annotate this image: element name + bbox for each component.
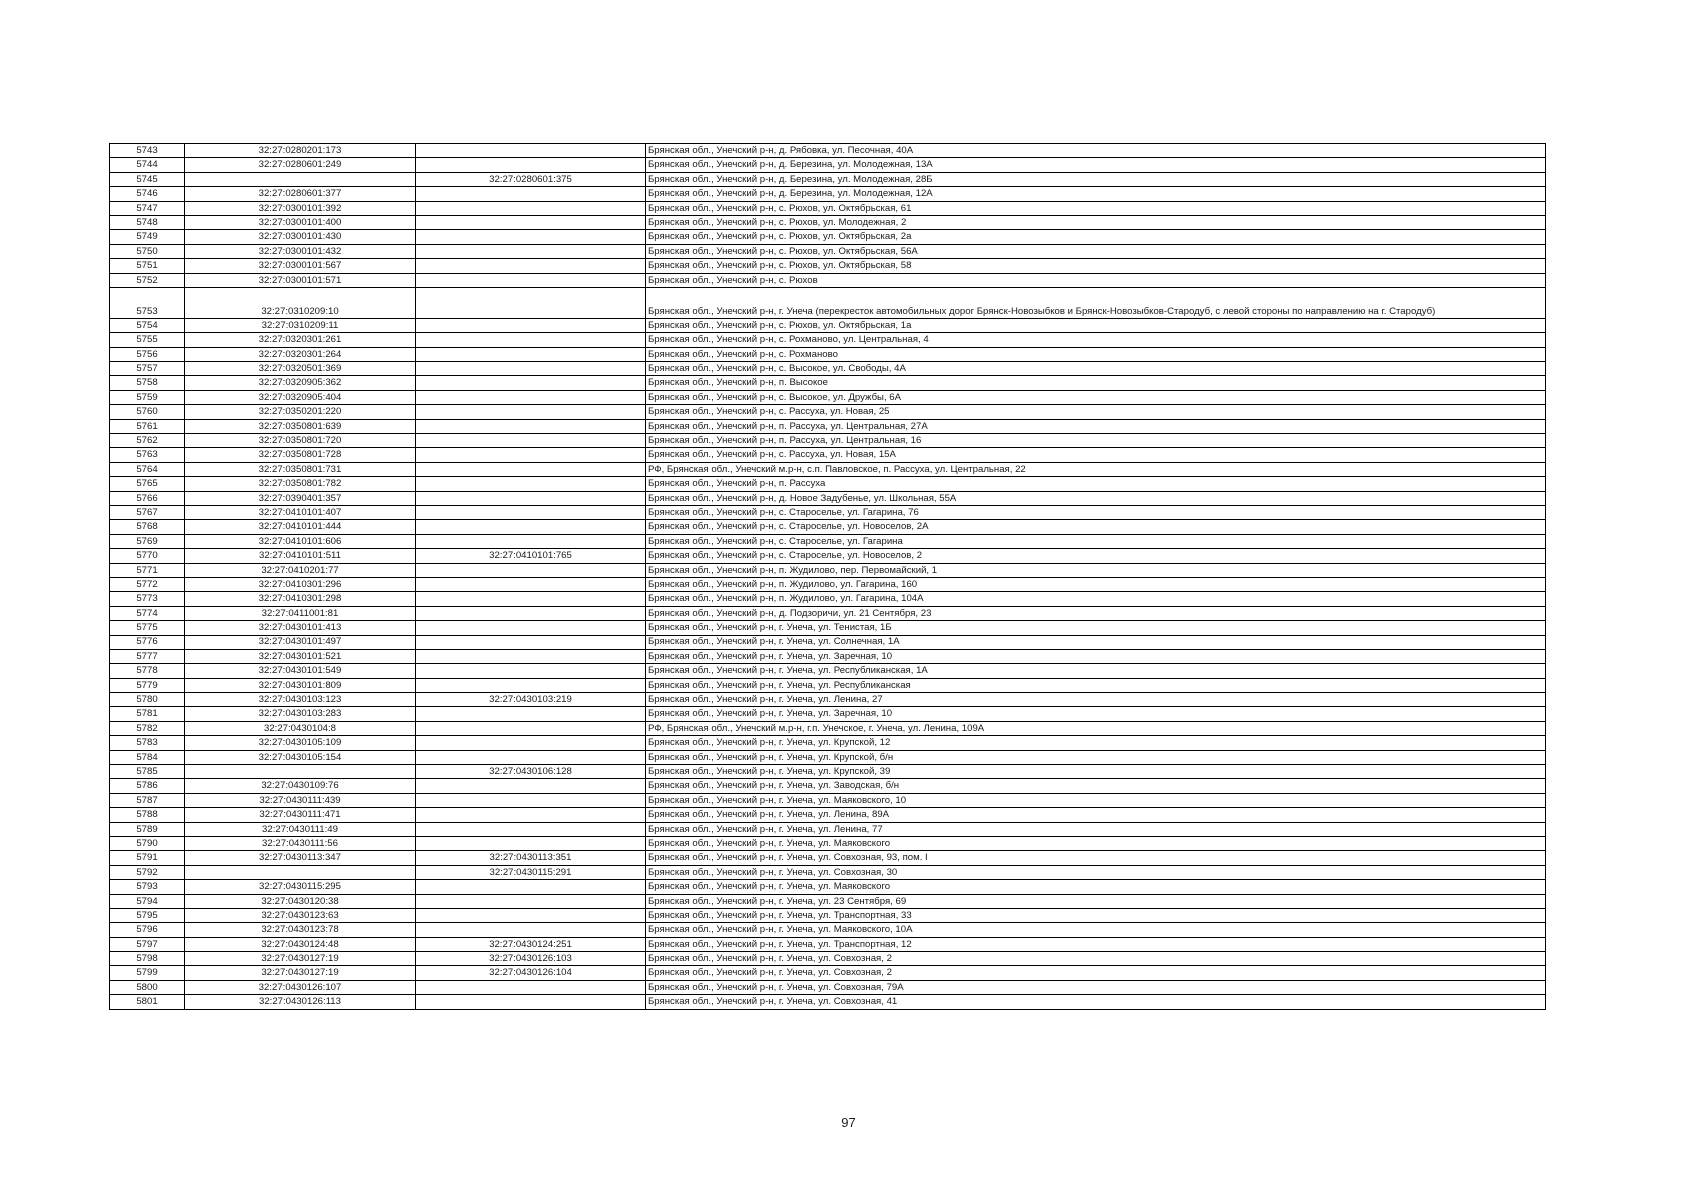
cadastral-number-cell: 32:27:0310209:11: [185, 318, 416, 332]
related-cadastral-number-cell: [416, 980, 646, 994]
related-cadastral-number-cell: [416, 462, 646, 476]
address-cell: Брянская обл., Унечский р-н, г. Унеча, ул. Крупской, 12: [646, 736, 1546, 750]
address-cell: Брянская обл., Унечский р-н, г. Унеча, ул. Маяковского: [646, 836, 1546, 850]
address-cell: Брянская обл., Унечский р-н, с. Староселье, ул. Гагарина: [646, 534, 1546, 548]
related-cadastral-number-cell: [416, 215, 646, 229]
cadastral-number-cell: 32:27:0350201:220: [185, 405, 416, 419]
table-row: [110, 158, 1546, 172]
address-cell: Брянская обл., Унечский р-н, г. Унеча, ул. Заречная, 10: [646, 707, 1546, 721]
address-cell: Брянская обл., Унечский р-н, с. Староселье, ул. Новоселов, 2: [646, 549, 1546, 563]
row-number-cell: 5756: [110, 347, 185, 361]
cadastral-number-cell: 32:27:0410201:77: [185, 563, 416, 577]
table-row: [110, 592, 1546, 606]
table-row: [110, 362, 1546, 376]
row-number-cell: 5768: [110, 520, 185, 534]
address-cell: Брянская обл., Унечский р-н, д. Подзоричи, ул. 21 Сентября, 23: [646, 606, 1546, 620]
address-cell: Брянская обл., Унечский р-н, г. Унеча, ул. Республиканская: [646, 678, 1546, 692]
cadastral-number-cell: 32:27:0410101:511: [185, 549, 416, 563]
table-row: [110, 851, 1546, 865]
row-number-cell: 5769: [110, 534, 185, 548]
address-cell: Брянская обл., Унечский р-н, п. Высокое: [646, 376, 1546, 390]
related-cadastral-number-cell: 32:27:0430115:291: [416, 865, 646, 879]
related-cadastral-number-cell: 32:27:0410101:765: [416, 549, 646, 563]
cadastral-number-cell: 32:27:0410301:298: [185, 592, 416, 606]
cadastral-number-cell: 32:27:0430126:107: [185, 980, 416, 994]
address-cell: Брянская обл., Унечский р-н, г. Унеча, ул. Транспортная, 12: [646, 937, 1546, 951]
address-cell: Брянская обл., Унечский р-н, г. Унеча, ул. Заводская, б/н: [646, 779, 1546, 793]
related-cadastral-number-cell: [416, 908, 646, 922]
row-number-cell: 5784: [110, 750, 185, 764]
table-row: [110, 259, 1546, 273]
cadastral-number-cell: 32:27:0430105:109: [185, 736, 416, 750]
row-number-cell: 5759: [110, 390, 185, 404]
related-cadastral-number-cell: [416, 635, 646, 649]
table-row: [110, 448, 1546, 462]
row-number-cell: 5791: [110, 851, 185, 865]
row-number-cell: 5774: [110, 606, 185, 620]
table-row: [110, 779, 1546, 793]
table-row: [110, 952, 1546, 966]
table-row: [110, 808, 1546, 822]
cadastral-number-cell: 32:27:0430105:154: [185, 750, 416, 764]
address-cell: Брянская обл., Унечский р-н, д. Березина, ул. Молодежная, 28Б: [646, 172, 1546, 186]
cadastral-number-cell: 32:27:0300101:432: [185, 244, 416, 258]
related-cadastral-number-cell: [416, 592, 646, 606]
property-table: [109, 143, 1546, 1010]
property-table-body: [110, 144, 1546, 1010]
related-cadastral-number-cell: [416, 259, 646, 273]
table-row: [110, 736, 1546, 750]
row-number-cell: 5775: [110, 621, 185, 635]
row-number-cell: 5760: [110, 405, 185, 419]
row-number-cell: 5793: [110, 880, 185, 894]
address-cell: Брянская обл., Унечский р-н, с. Рюхов, ул. Октябрьская, 56А: [646, 244, 1546, 258]
cadastral-number-cell: 32:27:0410301:296: [185, 577, 416, 591]
address-cell: Брянская обл., Унечский р-н, с. Высокое, ул. Дружбы, 6А: [646, 390, 1546, 404]
related-cadastral-number-cell: [416, 793, 646, 807]
table-row: [110, 693, 1546, 707]
table-row: [110, 333, 1546, 347]
row-number-cell: 5798: [110, 952, 185, 966]
related-cadastral-number-cell: [416, 448, 646, 462]
cadastral-number-cell: 32:27:0310209:10: [185, 287, 416, 318]
address-cell: Брянская обл., Унечский р-н, с. Рюхов, ул. Октябрьская, 1а: [646, 318, 1546, 332]
address-cell: Брянская обл., Унечский р-н, с. Рассуха, ул. Новая, 15А: [646, 448, 1546, 462]
address-cell: Брянская обл., Унечский р-н, г. Унеча (перекресток автомобильных дорог Брянск-Новозыбков и Брянск-Новозыбков-Стародуб, с левой стороны по направлению на г. Стародуб): [646, 287, 1546, 318]
table-row: [110, 491, 1546, 505]
cadastral-number-cell: 32:27:0410101:606: [185, 534, 416, 548]
related-cadastral-number-cell: [416, 419, 646, 433]
related-cadastral-number-cell: [416, 187, 646, 201]
cadastral-number-cell: 32:27:0430101:413: [185, 621, 416, 635]
related-cadastral-number-cell: [416, 880, 646, 894]
related-cadastral-number-cell: [416, 822, 646, 836]
related-cadastral-number-cell: [416, 577, 646, 591]
table-row: [110, 376, 1546, 390]
related-cadastral-number-cell: [416, 621, 646, 635]
row-number-cell: 5744: [110, 158, 185, 172]
address-cell: Брянская обл., Унечский р-н, г. Унеча, ул. Совхозная, 30: [646, 865, 1546, 879]
related-cadastral-number-cell: [416, 376, 646, 390]
related-cadastral-number-cell: 32:27:0430103:219: [416, 693, 646, 707]
table-row: [110, 765, 1546, 779]
related-cadastral-number-cell: [416, 534, 646, 548]
address-cell: Брянская обл., Унечский р-н, д. Рябовка, ул. Песочная, 40А: [646, 144, 1546, 158]
table-row: [110, 347, 1546, 361]
related-cadastral-number-cell: [416, 491, 646, 505]
row-number-cell: 5745: [110, 172, 185, 186]
row-number-cell: 5792: [110, 865, 185, 879]
table-row: [110, 520, 1546, 534]
cadastral-number-cell: 32:27:0350801:728: [185, 448, 416, 462]
table-row: [110, 894, 1546, 908]
address-cell: Брянская обл., Унечский р-н, с. Староселье, ул. Гагарина, 76: [646, 505, 1546, 519]
related-cadastral-number-cell: [416, 390, 646, 404]
related-cadastral-number-cell: [416, 649, 646, 663]
table-row: [110, 144, 1546, 158]
cadastral-number-cell: 32:27:0300101:430: [185, 230, 416, 244]
table-row: [110, 187, 1546, 201]
row-number-cell: 5761: [110, 419, 185, 433]
cadastral-number-cell: 32:27:0280601:377: [185, 187, 416, 201]
table-row: [110, 534, 1546, 548]
row-number-cell: 5767: [110, 505, 185, 519]
cadastral-number-cell: 32:27:0350801:782: [185, 477, 416, 491]
row-number-cell: 5788: [110, 808, 185, 822]
related-cadastral-number-cell: 32:27:0280601:375: [416, 172, 646, 186]
cadastral-number-cell: 32:27:0430111:49: [185, 822, 416, 836]
address-cell: РФ, Брянская обл., Унечский м.р-н, г.п. Унечское, г. Унеча, ул. Ленина, 109А: [646, 721, 1546, 735]
cadastral-number-cell: 32:27:0430120:38: [185, 894, 416, 908]
table-row: [110, 549, 1546, 563]
cadastral-number-cell: 32:27:0430111:56: [185, 836, 416, 850]
row-number-cell: 5782: [110, 721, 185, 735]
related-cadastral-number-cell: 32:27:0430113:351: [416, 851, 646, 865]
row-number-cell: 5794: [110, 894, 185, 908]
row-number-cell: 5772: [110, 577, 185, 591]
related-cadastral-number-cell: [416, 230, 646, 244]
address-cell: Брянская обл., Унечский р-н, г. Унеча, ул. Маяковского, 10А: [646, 923, 1546, 937]
related-cadastral-number-cell: [416, 664, 646, 678]
address-cell: Брянская обл., Унечский р-н, п. Рассуха: [646, 477, 1546, 491]
row-number-cell: 5762: [110, 434, 185, 448]
table-row: [110, 318, 1546, 332]
page-number: 97: [841, 1115, 856, 1130]
cadastral-number-cell: 32:27:0280601:249: [185, 158, 416, 172]
related-cadastral-number-cell: 32:27:0430106:128: [416, 765, 646, 779]
table-row: [110, 577, 1546, 591]
address-cell: Брянская обл., Унечский р-н, с. Рюхов: [646, 273, 1546, 287]
address-cell: Брянская обл., Унечский р-н, г. Унеча, ул. Крупской, 39: [646, 765, 1546, 779]
related-cadastral-number-cell: [416, 995, 646, 1009]
related-cadastral-number-cell: [416, 362, 646, 376]
address-cell: Брянская обл., Унечский р-н, г. Унеча, ул. 23 Сентября, 69: [646, 894, 1546, 908]
cadastral-number-cell: 32:27:0430123:78: [185, 923, 416, 937]
row-number-cell: 5778: [110, 664, 185, 678]
row-number-cell: 5780: [110, 693, 185, 707]
cadastral-number-cell: 32:27:0350801:720: [185, 434, 416, 448]
related-cadastral-number-cell: 32:27:0430126:104: [416, 966, 646, 980]
cadastral-number-cell: 32:27:0430103:283: [185, 707, 416, 721]
row-number-cell: 5771: [110, 563, 185, 577]
address-cell: Брянская обл., Унечский р-н, г. Унеча, ул. Республиканская, 1А: [646, 664, 1546, 678]
table-row: [110, 923, 1546, 937]
address-cell: Брянская обл., Унечский р-н, п. Рассуха, ул. Центральная, 27А: [646, 419, 1546, 433]
related-cadastral-number-cell: [416, 779, 646, 793]
row-number-cell: 5799: [110, 966, 185, 980]
related-cadastral-number-cell: [416, 520, 646, 534]
cadastral-number-cell: 32:27:0430124:48: [185, 937, 416, 951]
cadastral-number-cell: [185, 865, 416, 879]
related-cadastral-number-cell: [416, 347, 646, 361]
table-row: [110, 273, 1546, 287]
related-cadastral-number-cell: [416, 273, 646, 287]
row-number-cell: 5777: [110, 649, 185, 663]
cadastral-number-cell: 32:27:0430111:471: [185, 808, 416, 822]
cadastral-number-cell: 32:27:0430126:113: [185, 995, 416, 1009]
address-cell: Брянская обл., Унечский р-н, с. Рюхов, ул. Молодежная, 2: [646, 215, 1546, 229]
related-cadastral-number-cell: [416, 144, 646, 158]
cadastral-number-cell: 32:27:0320501:369: [185, 362, 416, 376]
row-number-cell: 5779: [110, 678, 185, 692]
cadastral-number-cell: 32:27:0350801:639: [185, 419, 416, 433]
related-cadastral-number-cell: [416, 923, 646, 937]
cadastral-number-cell: 32:27:0430111:439: [185, 793, 416, 807]
table-row: [110, 230, 1546, 244]
table-row: [110, 649, 1546, 663]
cadastral-number-cell: 32:27:0430101:521: [185, 649, 416, 663]
cadastral-number-cell: 32:27:0280201:173: [185, 144, 416, 158]
address-cell: Брянская обл., Унечский р-н, с. Староселье, ул. Новоселов, 2А: [646, 520, 1546, 534]
row-number-cell: 5765: [110, 477, 185, 491]
table-row: [110, 287, 1546, 318]
address-cell: Брянская обл., Унечский р-н, г. Унеча, ул. Ленина, 89А: [646, 808, 1546, 822]
row-number-cell: 5786: [110, 779, 185, 793]
cadastral-number-cell: 32:27:0430123:63: [185, 908, 416, 922]
table-row: [110, 419, 1546, 433]
cadastral-number-cell: 32:27:0430103:123: [185, 693, 416, 707]
table-row: [110, 244, 1546, 258]
table-row: [110, 390, 1546, 404]
row-number-cell: 5764: [110, 462, 185, 476]
cadastral-number-cell: [185, 172, 416, 186]
row-number-cell: 5796: [110, 923, 185, 937]
address-cell: Брянская обл., Унечский р-н, г. Унеча, ул. Солнечная, 1А: [646, 635, 1546, 649]
related-cadastral-number-cell: [416, 405, 646, 419]
row-number-cell: 5790: [110, 836, 185, 850]
related-cadastral-number-cell: [416, 318, 646, 332]
table-row: [110, 707, 1546, 721]
address-cell: Брянская обл., Унечский р-н, г. Унеча, ул. Ленина, 27: [646, 693, 1546, 707]
table-row: [110, 865, 1546, 879]
row-number-cell: 5746: [110, 187, 185, 201]
row-number-cell: 5754: [110, 318, 185, 332]
table-row: [110, 405, 1546, 419]
table-row: [110, 836, 1546, 850]
cadastral-number-cell: 32:27:0430101:809: [185, 678, 416, 692]
cadastral-number-cell: 32:27:0320905:362: [185, 376, 416, 390]
row-number-cell: 5766: [110, 491, 185, 505]
row-number-cell: 5789: [110, 822, 185, 836]
row-number-cell: 5758: [110, 376, 185, 390]
related-cadastral-number-cell: [416, 736, 646, 750]
address-cell: Брянская обл., Унечский р-н, п. Жудилово, пер. Первомайский, 1: [646, 563, 1546, 577]
address-cell: Брянская обл., Унечский р-н, п. Рассуха, ул. Центральная, 16: [646, 434, 1546, 448]
related-cadastral-number-cell: [416, 158, 646, 172]
related-cadastral-number-cell: 32:27:0430124:251: [416, 937, 646, 951]
row-number-cell: 5763: [110, 448, 185, 462]
row-number-cell: 5749: [110, 230, 185, 244]
table-row: [110, 678, 1546, 692]
row-number-cell: 5795: [110, 908, 185, 922]
cadastral-number-cell: 32:27:0410101:407: [185, 505, 416, 519]
address-cell: Брянская обл., Унечский р-н, с. Рохманово: [646, 347, 1546, 361]
address-cell: Брянская обл., Унечский р-н, г. Унеча, ул. Совхозная, 79А: [646, 980, 1546, 994]
related-cadastral-number-cell: [416, 333, 646, 347]
row-number-cell: 5743: [110, 144, 185, 158]
related-cadastral-number-cell: [416, 721, 646, 735]
table-row: [110, 563, 1546, 577]
address-cell: Брянская обл., Унечский р-н, с. Рассуха, ул. Новая, 25: [646, 405, 1546, 419]
cadastral-number-cell: 32:27:0430127:19: [185, 966, 416, 980]
row-number-cell: 5783: [110, 736, 185, 750]
cadastral-number-cell: 32:27:0411001:81: [185, 606, 416, 620]
row-number-cell: 5797: [110, 937, 185, 951]
address-cell: Брянская обл., Унечский р-н, г. Унеча, ул. Совхозная, 41: [646, 995, 1546, 1009]
row-number-cell: 5751: [110, 259, 185, 273]
address-cell: Брянская обл., Унечский р-н, г. Унеча, ул. Крупской, б/н: [646, 750, 1546, 764]
row-number-cell: 5801: [110, 995, 185, 1009]
related-cadastral-number-cell: [416, 808, 646, 822]
address-cell: Брянская обл., Унечский р-н, с. Высокое, ул. Свободы, 4А: [646, 362, 1546, 376]
related-cadastral-number-cell: [416, 244, 646, 258]
address-cell: РФ, Брянская обл., Унечский м.р-н, с.п. Павловское, п. Рассуха, ул. Центральная, 22: [646, 462, 1546, 476]
table-row: [110, 434, 1546, 448]
related-cadastral-number-cell: [416, 894, 646, 908]
cadastral-number-cell: 32:27:0350801:731: [185, 462, 416, 476]
cadastral-number-cell: 32:27:0320301:264: [185, 347, 416, 361]
related-cadastral-number-cell: [416, 505, 646, 519]
cadastral-number-cell: 32:27:0430113:347: [185, 851, 416, 865]
address-cell: Брянская обл., Унечский р-н, с. Рохманово, ул. Центральная, 4: [646, 333, 1546, 347]
cadastral-number-cell: 32:27:0430127:19: [185, 952, 416, 966]
address-cell: Брянская обл., Унечский р-н, г. Унеча, ул. Маяковского: [646, 880, 1546, 894]
address-cell: Брянская обл., Унечский р-н, г. Унеча, ул. Маяковского, 10: [646, 793, 1546, 807]
table-row: [110, 201, 1546, 215]
cadastral-number-cell: 32:27:0430109:76: [185, 779, 416, 793]
address-cell: Брянская обл., Унечский р-н, п. Жудилово, ул. Гагарина, 160: [646, 577, 1546, 591]
row-number-cell: 5755: [110, 333, 185, 347]
table-row: [110, 477, 1546, 491]
table-row: [110, 937, 1546, 951]
address-cell: Брянская обл., Унечский р-н, с. Рюхов, ул. Октябрьская, 2а: [646, 230, 1546, 244]
table-row: [110, 172, 1546, 186]
cadastral-number-cell: 32:27:0430101:549: [185, 664, 416, 678]
cadastral-number-cell: 32:27:0390401:357: [185, 491, 416, 505]
table-row: [110, 793, 1546, 807]
address-cell: Брянская обл., Унечский р-н, г. Унеча, ул. Заречная, 10: [646, 649, 1546, 663]
cadastral-number-cell: [185, 765, 416, 779]
table-row: [110, 750, 1546, 764]
table-row: [110, 880, 1546, 894]
address-cell: Брянская обл., Унечский р-н, г. Унеча, ул. Совхозная, 93, пом. I: [646, 851, 1546, 865]
table-row: [110, 621, 1546, 635]
table-row: [110, 966, 1546, 980]
address-cell: Брянская обл., Унечский р-н, г. Унеча, ул. Совхозная, 2: [646, 952, 1546, 966]
address-cell: Брянская обл., Унечский р-н, д. Березина, ул. Молодежная, 12А: [646, 187, 1546, 201]
row-number-cell: 5752: [110, 273, 185, 287]
cadastral-number-cell: 32:27:0300101:392: [185, 201, 416, 215]
related-cadastral-number-cell: [416, 563, 646, 577]
table-row: [110, 505, 1546, 519]
address-cell: Брянская обл., Унечский р-н, г. Унеча, ул. Тенистая, 1Б: [646, 621, 1546, 635]
row-number-cell: 5776: [110, 635, 185, 649]
table-row: [110, 980, 1546, 994]
row-number-cell: 5757: [110, 362, 185, 376]
related-cadastral-number-cell: [416, 836, 646, 850]
related-cadastral-number-cell: 32:27:0430126:103: [416, 952, 646, 966]
address-cell: Брянская обл., Унечский р-н, с. Рюхов, ул. Октябрьская, 61: [646, 201, 1546, 215]
cadastral-number-cell: 32:27:0430104:8: [185, 721, 416, 735]
related-cadastral-number-cell: [416, 287, 646, 318]
related-cadastral-number-cell: [416, 678, 646, 692]
cadastral-number-cell: 32:27:0430101:497: [185, 635, 416, 649]
row-number-cell: 5781: [110, 707, 185, 721]
address-cell: Брянская обл., Унечский р-н, с. Рюхов, ул. Октябрьская, 58: [646, 259, 1546, 273]
related-cadastral-number-cell: [416, 606, 646, 620]
cadastral-number-cell: 32:27:0300101:400: [185, 215, 416, 229]
related-cadastral-number-cell: [416, 750, 646, 764]
row-number-cell: 5747: [110, 201, 185, 215]
row-number-cell: 5753: [110, 287, 185, 318]
table-row: [110, 908, 1546, 922]
cadastral-number-cell: 32:27:0410101:444: [185, 520, 416, 534]
row-number-cell: 5800: [110, 980, 185, 994]
cadastral-number-cell: 32:27:0320301:261: [185, 333, 416, 347]
table-row: [110, 995, 1546, 1009]
row-number-cell: 5770: [110, 549, 185, 563]
table-row: [110, 635, 1546, 649]
address-cell: Брянская обл., Унечский р-н, п. Жудилово, ул. Гагарина, 104А: [646, 592, 1546, 606]
row-number-cell: 5787: [110, 793, 185, 807]
address-cell: Брянская обл., Унечский р-н, г. Унеча, ул. Совхозная, 2: [646, 966, 1546, 980]
related-cadastral-number-cell: [416, 707, 646, 721]
table-row: [110, 721, 1546, 735]
row-number-cell: 5785: [110, 765, 185, 779]
table-row: [110, 822, 1546, 836]
related-cadastral-number-cell: [416, 434, 646, 448]
row-number-cell: 5773: [110, 592, 185, 606]
row-number-cell: 5748: [110, 215, 185, 229]
address-cell: Брянская обл., Унечский р-н, г. Унеча, ул. Транспортная, 33: [646, 908, 1546, 922]
address-cell: Брянская обл., Унечский р-н, д. Березина, ул. Молодежная, 13А: [646, 158, 1546, 172]
related-cadastral-number-cell: [416, 201, 646, 215]
cadastral-number-cell: 32:27:0320905:404: [185, 390, 416, 404]
address-cell: Брянская обл., Унечский р-н, г. Унеча, ул. Ленина, 77: [646, 822, 1546, 836]
address-cell: Брянская обл., Унечский р-н, д. Новое Задубенье, ул. Школьная, 55А: [646, 491, 1546, 505]
cadastral-number-cell: 32:27:0300101:571: [185, 273, 416, 287]
related-cadastral-number-cell: [416, 477, 646, 491]
table-row: [110, 215, 1546, 229]
cadastral-number-cell: 32:27:0430115:295: [185, 880, 416, 894]
table-row: [110, 606, 1546, 620]
table-row: [110, 664, 1546, 678]
table-row: [110, 462, 1546, 476]
row-number-cell: 5750: [110, 244, 185, 258]
cadastral-number-cell: 32:27:0300101:567: [185, 259, 416, 273]
